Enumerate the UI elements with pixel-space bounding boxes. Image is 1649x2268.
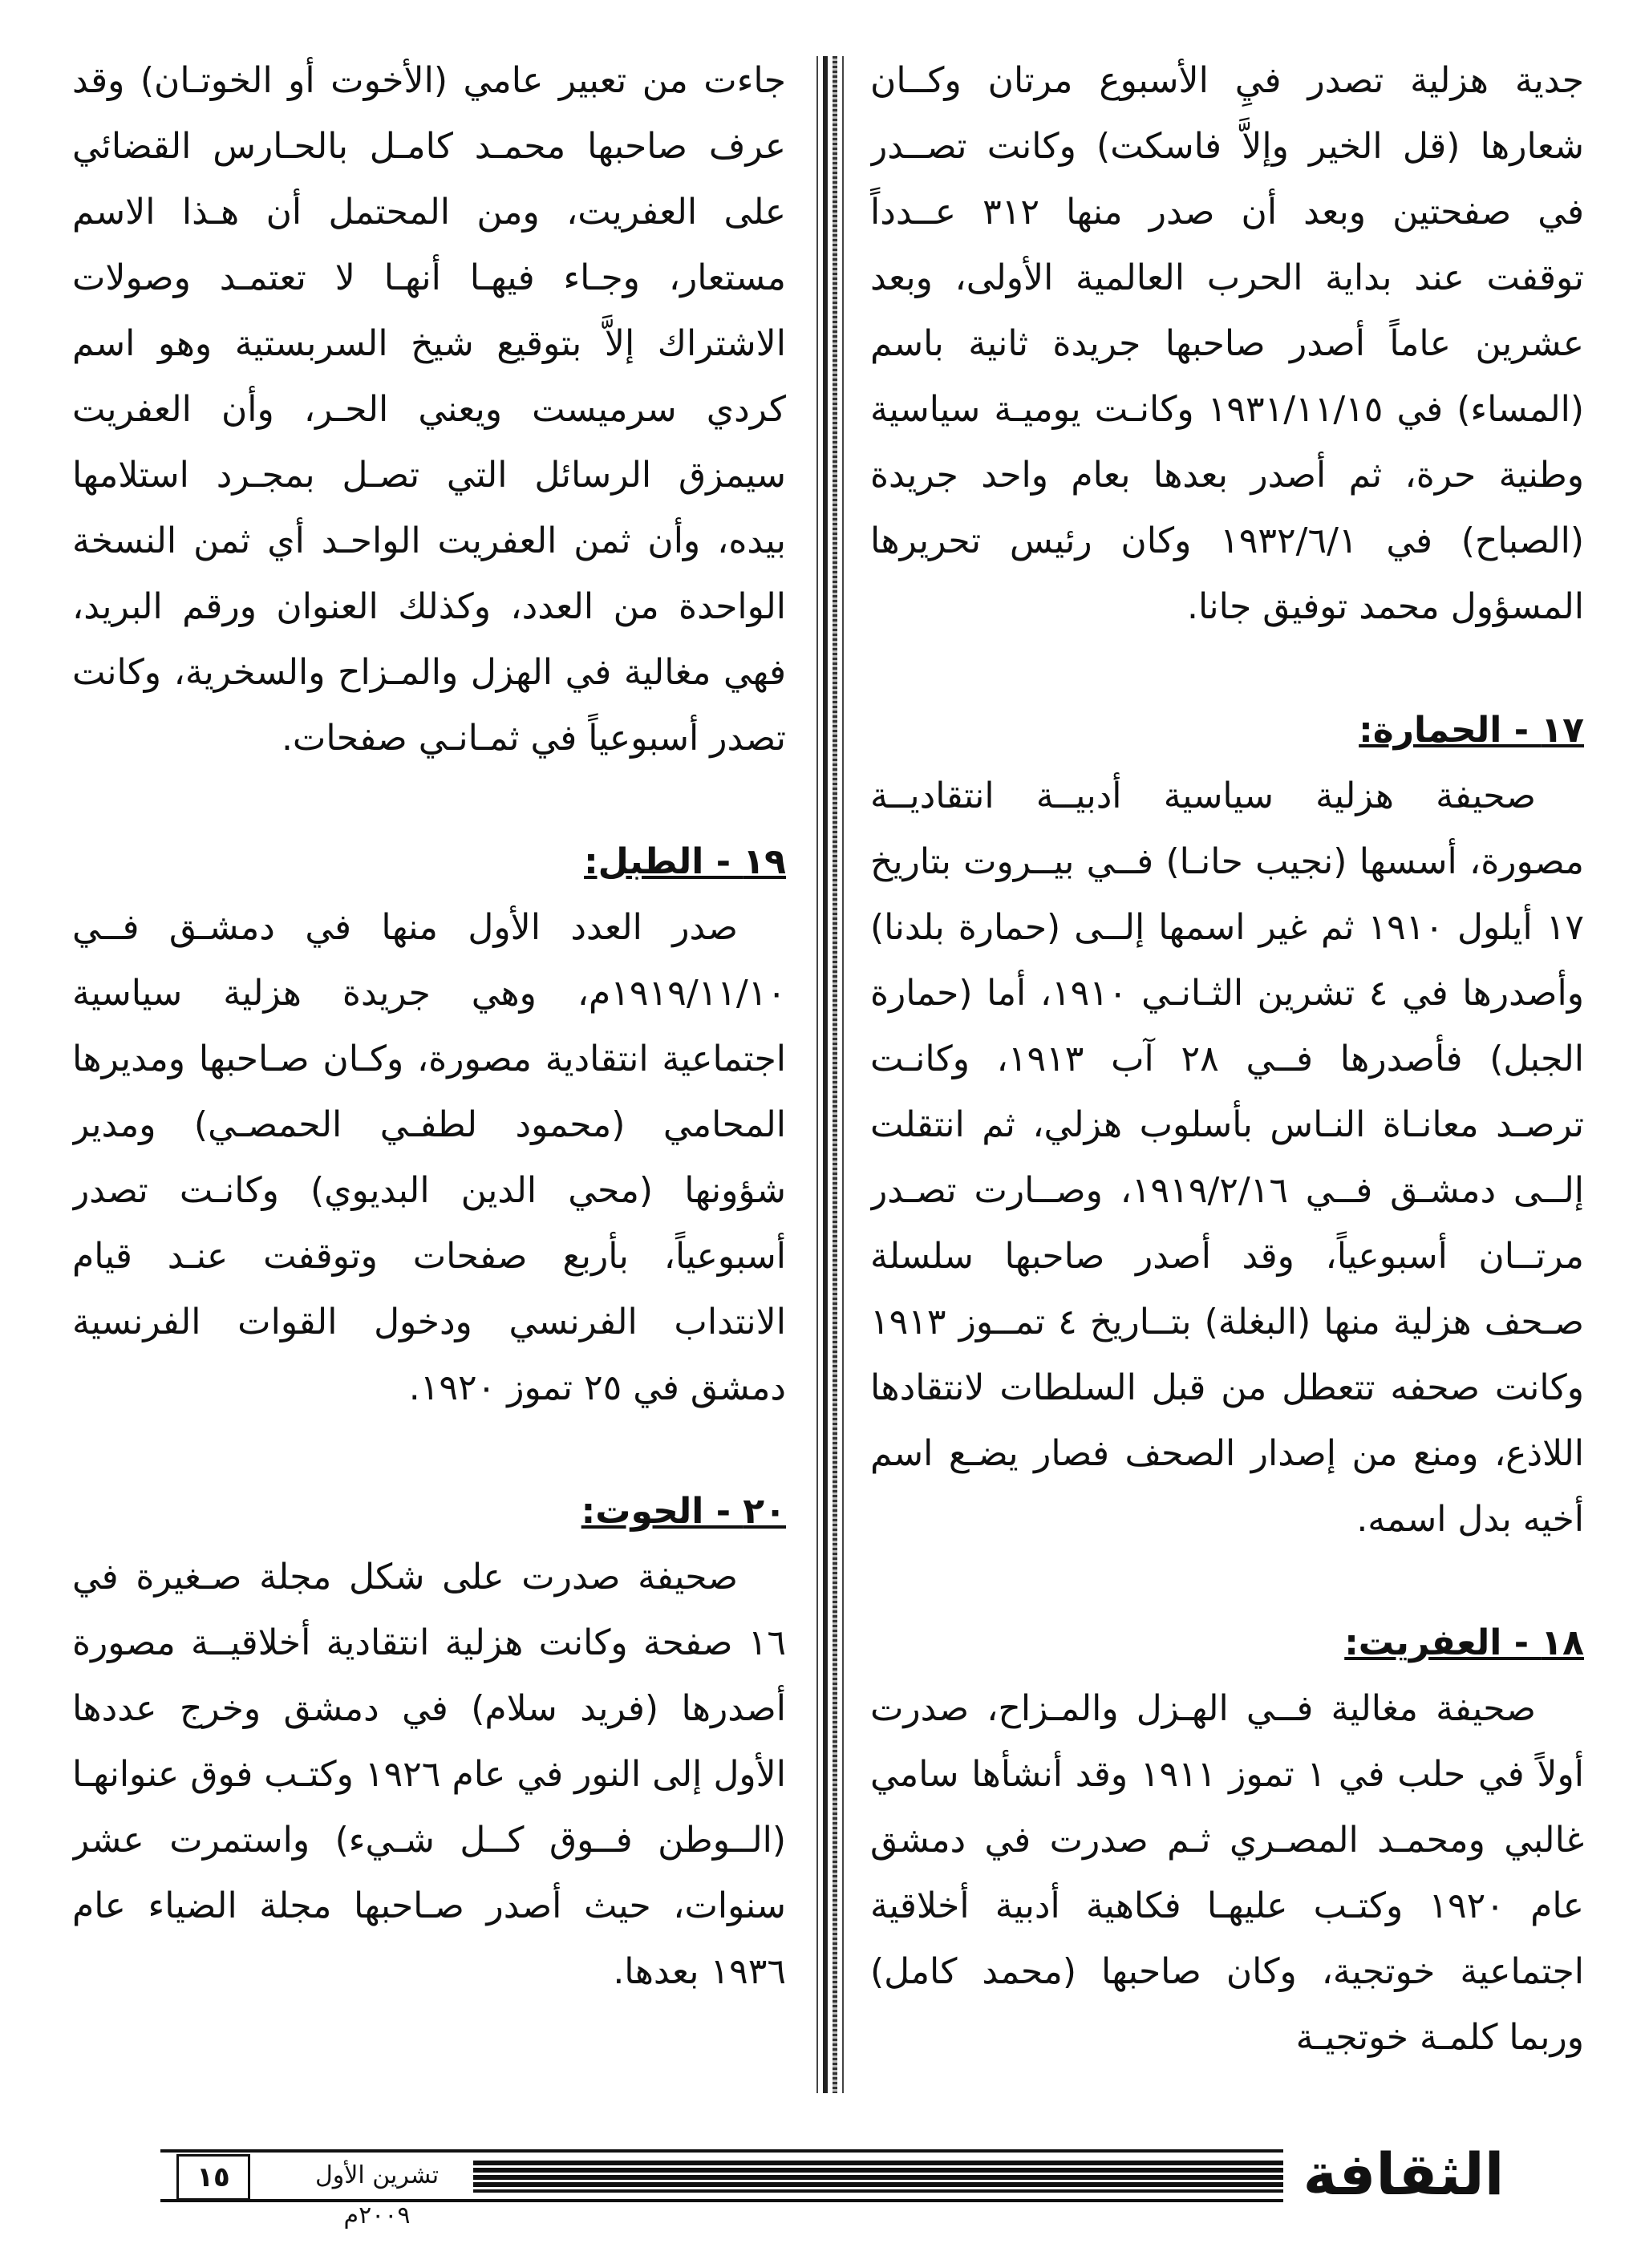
section-19-heading: ١٩ - الطبل:	[584, 841, 786, 882]
section-18-body: صحيفة مغالية فــي الهـزل والمـزاح، صدرت أولاً في حلب في ١ تموز ١٩١١ وقد أنشأها سامي غالبي ومحمـد المصـري ثـم صدرت في دمشق عام ١٩٢٠ وكتـب عليهـا فكاهية أدبية أخلاقية اجتماعية خوتجية، وكان صاحبها (محمد كامل) وربما كلمـة خوتجيـة	[870, 1688, 1584, 2058]
section-17-heading: ١٧ - الحمارة:	[1359, 710, 1584, 751]
footer-band	[473, 2161, 1283, 2193]
section-19-body: صدر العدد الأول منها في دمشـق فــي ١٩١٩/١١/١٠م، وهي جريدة هزلية سياسية اجتماعية انتقادية مصورة، وكـان صـاحبها ومديرها المحامي (محمود لطفـي الحمصـي) ومدير شؤونها (محي الدين البديوي) وكانـت تصدر أسبوعياً، بأربع صفحات وتوقفت عنـد قيام الانتداب الفرنسي ودخول القوات الفرنسية دمشق في ٢٥ تموز ١٩٢٠.	[72, 907, 786, 1408]
article-column-right	[870, 48, 1584, 2093]
page-number: ١٥	[176, 2154, 250, 2201]
magazine-logo: الثقافة	[1283, 2138, 1524, 2210]
column-divider	[806, 56, 854, 2093]
intro-paragraph: جدية هزلية تصدر فيِ الأسبوع مرتان وكــان شعارها (قل الخير وإلاَّ فاسكت) وكانت تصــدر في صفحتين وبعد أن صدر منها ٣١٢ عــدداً توقفت عند بداية الحرب العالمية الأولى، وبعد عشرين عاماً أصدر صاحبها جريدة ثانية باسم (المساء) في ١٩٣١/١١/١٥ وكانـت يوميـة سياسية وطنية حرة، ثم أصدر بعدها بعام واحد جريدة (الصباح) في ١٩٣٢/٦/١ وكان رئيس تحريرها المسؤول محمد توفيق جانا.	[870, 60, 1584, 627]
section-18-heading: ١٨ - العفريت:	[1344, 1622, 1584, 1663]
issue-date: تشرين الأول ٢٠٠٩م	[281, 2156, 473, 2196]
section-20-heading: ٢٠ - الحوت:	[581, 1491, 786, 1532]
page-footer	[160, 2140, 1524, 2230]
article-column-left	[72, 48, 786, 2093]
section-20-body: صحيفة صدرت على شكل مجلة صـغيرة في ١٦ صفحة وكانت هزلية انتقادية أخلاقيــة مصورة أصدرها (فريد سلام) في دمشق وخرج عددها الأول إلى النور في عام ١٩٢٦ وكتـب فوق عنوانهـا (الــوطن فــوق كــل شـيء) واستمرت عشر سنوات، حيث أصدر صـاحبها مجلة الضياء عام ١٩٣٦ بعدها.	[72, 1557, 786, 1992]
continuation-paragraph: جاءت من تعبير عامي (الأخوت أو الخوتـان) وقد عرف صاحبها محمـد كامـل بالحـارس القضائي على العفريت، ومن المحتمل أن هـذا الاسم مستعار، وجـاء فيهـا أنهـا لا تعتمـد وصولات الاشتراك إلاَّ بتوقيع شيخ السربستية وهو اسم كردي سرميست ويعني الحـر، وأن العفريت سيمزق الرسائل التي تصـل بمجـرد استلامها بيده، وأن ثمن العفريت الواحـد أي ثمن النسخة الواحدة من العدد، وكذلك العنوان ورقم البريد، فهي مغالية في الهزل والمـزاح والسخرية، وكانت تصدر أسبوعياً في ثمـانـي صفحات.	[72, 60, 786, 759]
section-17-body: صحيفة هزلية سياسية أدبيــة انتقاديــة مصورة، أسسها (نجيب حانـا) فــي بيــروت بتاريخ ١٧ أيلول ١٩١٠ ثم غير اسمها إلــى (حمارة بلدنا) وأصدرها في ٤ تشرين الثـانـي ١٩١٠، أما (حمارة الجبل) فأصدرها فــي ٢٨ آب ١٩١٣، وكانـت ترصـد معانـاة النـاس بأسلوب هزلي، ثم انتقلت إلــى دمشـق فــي ١٩١٩/٢/١٦، وصــارت تصـدر مرتــان أسبوعياً، وقد أصدر صاحبها سلسلة صـحف هزلية منها (البغلة) بتــاريخ ٤ تمــوز ١٩١٣ وكانت صحفه تتعطل من قبل السلطات لانتقادها اللاذع، ومنع من إصدار الصحف فصار يضـع اسم أخيه بدل اسمه.	[870, 776, 1584, 1540]
